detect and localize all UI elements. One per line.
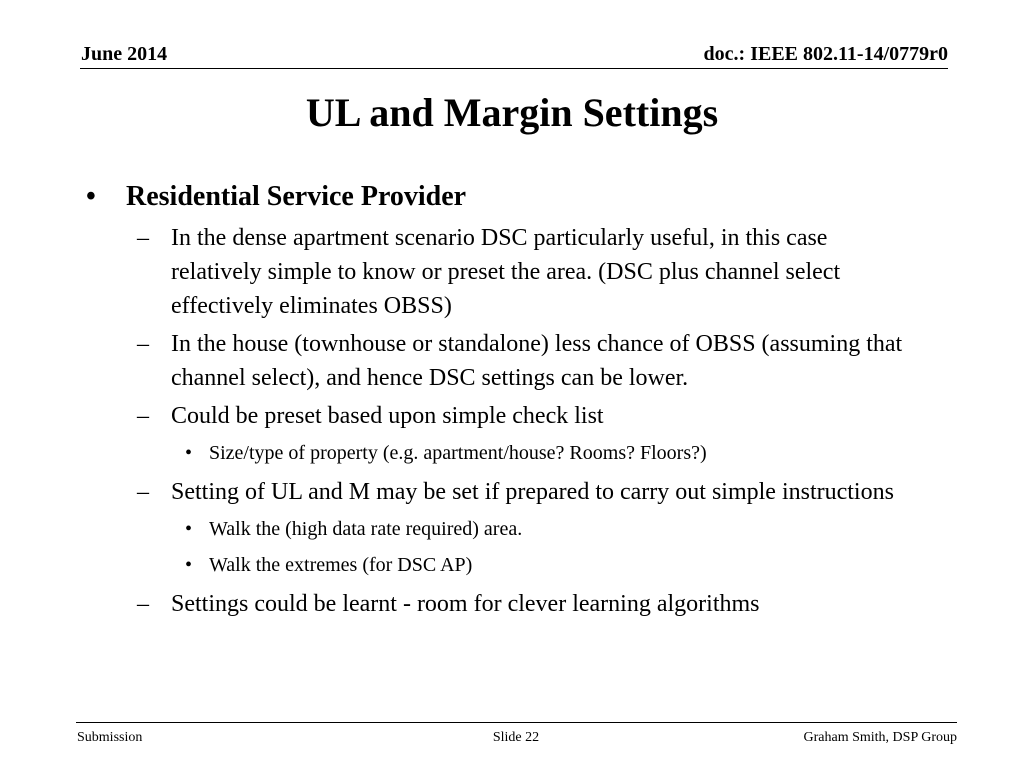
- bullet-dot-icon: •: [86, 181, 96, 212]
- slide-number: Slide 22: [492, 730, 540, 745]
- header-date: June 2014: [81, 43, 168, 65]
- list-item-text: Could be preset based upon simple check list: [171, 403, 604, 429]
- list-item-text: Settings could be learnt - room for clever learning algorithms: [171, 591, 760, 617]
- footer-submission: Submission: [77, 730, 143, 745]
- sub-list-item: [86, 439, 916, 467]
- slide-content: [86, 177, 916, 625]
- bullet-dot-icon: •: [185, 518, 193, 540]
- sub-list-item: [86, 515, 916, 543]
- bullet-main-text: Residential Service Provider: [126, 181, 467, 212]
- list-item-text: Setting of UL and M may be set if prepared to carry out simple instructions: [171, 479, 894, 505]
- document-id: doc.: IEEE 802.11-14/0779r0: [703, 43, 948, 65]
- sub-list-item-text: Walk the (high data rate required) area.: [209, 518, 523, 540]
- dash-icon: –: [137, 591, 149, 617]
- list-item-text: In the house (townhouse or standalone) less chance of OBSS (assuming that channel select), and hence DSC settings can be lower.: [171, 331, 903, 391]
- dash-icon: –: [137, 403, 149, 429]
- bullet-main: [86, 177, 916, 217]
- dash-icon: –: [137, 225, 149, 251]
- list-item: [86, 327, 916, 395]
- list-item: [86, 399, 916, 433]
- sub-list-item-text: Walk the extremes (for DSC AP): [209, 554, 473, 576]
- bullet-dot-icon: •: [185, 554, 193, 576]
- sub-list-item-text: Size/type of property (e.g. apartment/house? Rooms? Floors?): [209, 442, 707, 464]
- list-item: [86, 587, 916, 621]
- list-item: [86, 221, 916, 323]
- footer-author: Graham Smith, DSP Group: [803, 730, 957, 745]
- list-item-text: In the dense apartment scenario DSC particularly useful, in this case relatively simple to know or preset the area. (DSC plus channel select effectively eliminates OBSS): [171, 225, 841, 319]
- bullet-dot-icon: •: [185, 442, 193, 464]
- dash-icon: –: [137, 331, 149, 357]
- list-item: [86, 475, 916, 509]
- footer-divider: [76, 722, 957, 723]
- slide-title: UL and Margin Settings: [305, 90, 719, 135]
- dash-icon: –: [137, 479, 149, 505]
- header-divider: [80, 68, 948, 69]
- sub-list-item: [86, 551, 916, 579]
